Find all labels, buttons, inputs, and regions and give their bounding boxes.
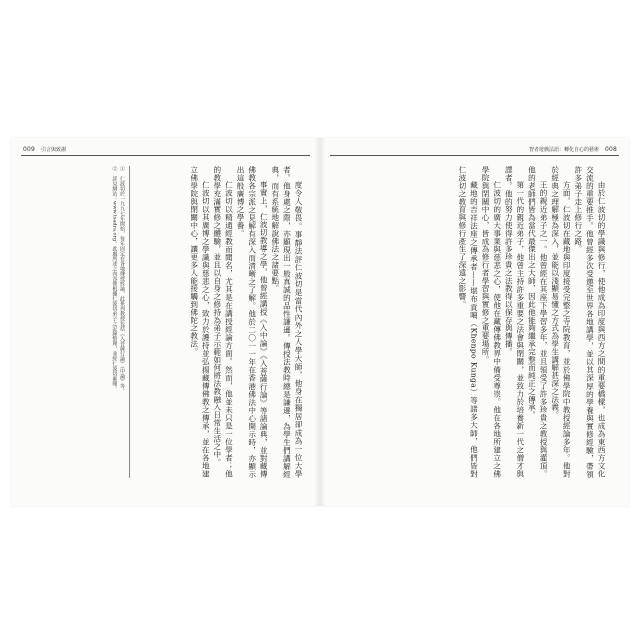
left-paragraph: 仁波切以精通經教而聞名，尤其是在講授經論方面。然而，他並未只是一位學者；他的教學充滿實修之體驗，並且以自身之修持為弟子示範如何將法教融入日常生活之中。 <box>212 166 234 478</box>
left-body-text <box>143 166 304 478</box>
left-paragraph: 度令人敬畏。事靜法評仁波切是當代內外之人學大師，他身在獨居卻成為一位大學者。他身處之際，亦顯現出一般真誠的品性謙遜。傳授法教時總是謙遜，為學生們講解經典，而有系統地解說佛法之諸要點。 <box>270 166 303 478</box>
right-paragraph: 方面，仁波切在藏地與印度接受完整之寺院教育，並於佛學院中教授經論多年。他對於經典之理解極為深入，並能以淺顯易懂之方式為學生講解甚深之法義。 <box>550 166 572 478</box>
open-book <box>11 138 629 506</box>
right-body-text <box>334 166 607 478</box>
right-paragraph: 仁波切的廣大事業與慈悲之心，使他在藏傳佛教界中備受尊崇。他在各地所建立之佛學院與閉關中心，皆成為修行者學習與實修之重要場所。 <box>481 166 502 478</box>
left-footnotes <box>33 166 125 478</box>
right-page-number: 008 <box>604 146 617 153</box>
right-paragraph: 由於仁波切的學識與修行，使他成為印度與西方之間的重要橋樑，也成為東西方文化交流的重要推手。他曾經多次受邀至世界各地講學，並以其深厚的學養與實修經驗，帶領許多弟子走上修行之路。 <box>573 166 606 478</box>
right-running-head: 智者遊戲法語：轉化自心的藝術 <box>528 147 599 153</box>
book-gutter <box>314 138 326 506</box>
left-running-head: 引言與致謝 <box>41 147 67 153</box>
right-paragraph: 第一代的親近弟子，他曾主持許多重要之法會與閉關，並致力於培養新一代之僧才與譯者。他的努力使得許多珍貴之法教得以保存與傳播。 <box>504 166 525 478</box>
left-page <box>11 138 320 506</box>
footnote-divider <box>129 166 130 478</box>
right-header-rule <box>330 155 619 156</box>
right-page <box>320 138 629 506</box>
left-paragraph: 仁波切以其廣博之學識與慈悲之心，致力於護持並弘揚藏傳佛教之傳承，並在各地建立佛學院與閉關中心，讓更多人能接觸到佛陀之教法。 <box>189 166 211 478</box>
left-paragraph: 事實上，仁波切教導之學，他曾經講授《入中論》《入菩薩行論》等諸論典，並對藏傳佛教各宗派之見解有深入而清晰之了解。他於二〇一一年在香港佛法中心開示時，亦顯示出這般廣博之學養。 <box>236 166 269 478</box>
left-page-number: 009 <box>23 146 36 153</box>
footnote: ① 仁波切於一九九七年開始，每年固定在各地傳授經論，此系列教授包括《入菩薩行論》《中論》等。 <box>119 166 125 394</box>
right-paragraph: 藏地的吉祥法座之傳承者——堪布貢噶（Khenpo Kunga）等諸多大師，他們皆對仁波切之教育與修行產生了深遠之影響。 <box>457 166 479 478</box>
right-paragraph: 王的親近弟子之一。他曾經在其座下學習多年，並且領受了許多珍貴之教授與灌頂。他的老師們皆為當代最傑出之大師，因此他能夠繼承完整而純正之傳承。 <box>527 166 549 478</box>
left-header-rule <box>21 155 310 156</box>
footnote: ② 詳見網站：www.tsadra.org。此處所述之內容係根據仁波切弟子之記錄整理，並經仁波切審閱。 <box>111 166 118 392</box>
